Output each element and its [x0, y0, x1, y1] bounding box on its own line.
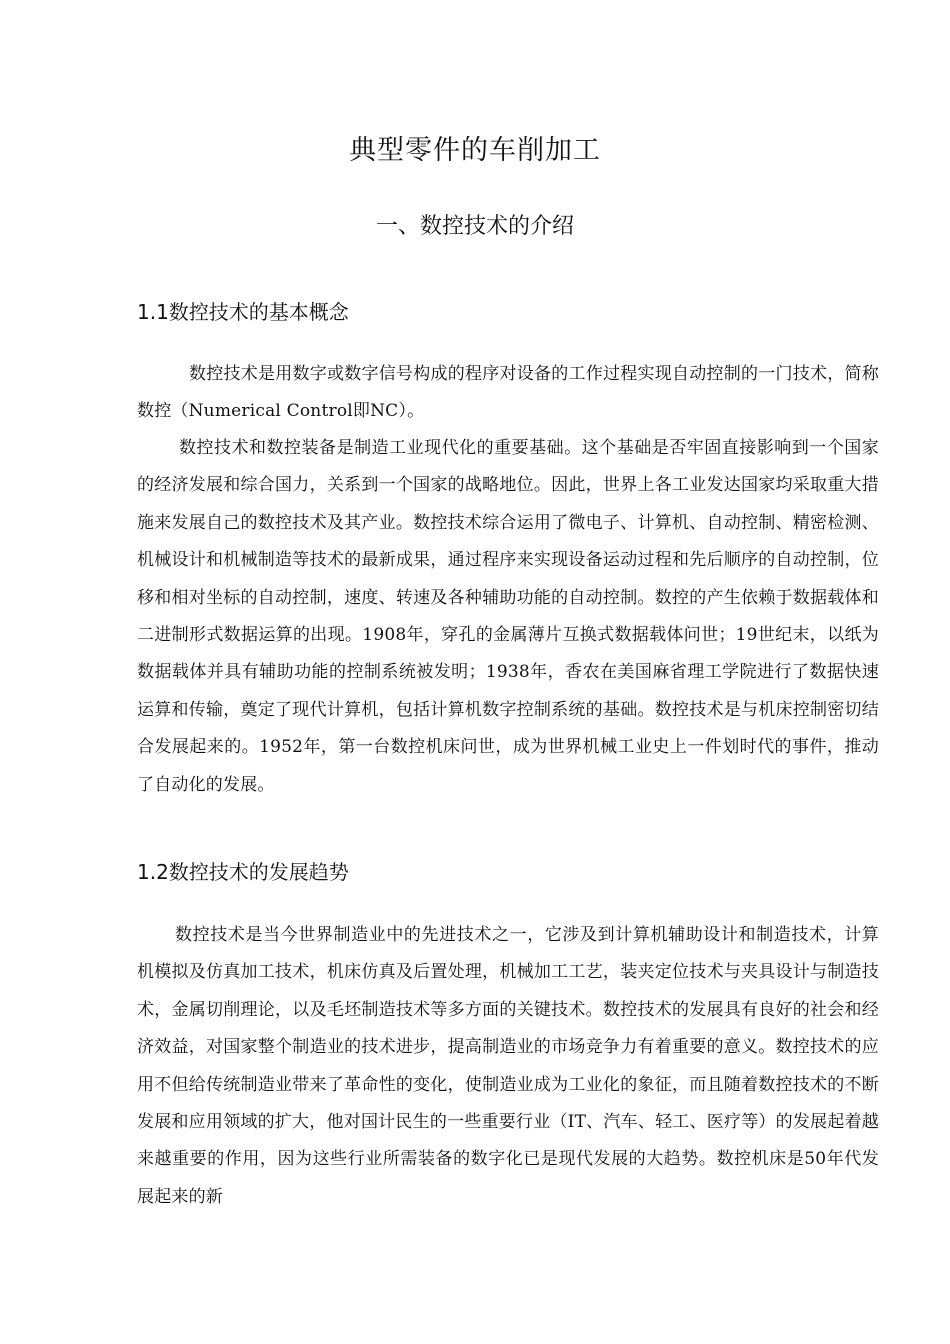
paragraph-trends: 数控技术是当今世界制造业中的先进技术之一，它涉及到计算机辅助设计和制造技术，计算机模拟及仿真加工技术，机床仿真及后置处理，机械加工工艺，装夹定位技术与夹具设计与制造技术，金属切削理论，以及毛坯制造技术等多方面的关键技术。数控技术的发展具有良好的社会和经济效益，对国家整个制造业的技术进步，提高制造业的市场竞争力有着重要的意义。数控技术的应用不但给传统制造业带来了革命性的变化，使制造业成为工业化的象征，而且随着数控技术的不断发展和应用领域的扩大，他对国计民生的一些重要行业（IT、汽车、轻工、医疗等）的发展起着越来越重要的作用，因为这些行业所需装备的数字化已是现代发展的大趋势。数控机床是50年代发展起来的新 [137, 925, 879, 1207]
document-title: 典型零件的车削加工 [349, 135, 601, 166]
paragraph-definition: 数控技术是用数字或数字信号构成的程序对设备的工作过程实现自动控制的一门技术，简称数控（Numerical Control即NC）。 [137, 364, 879, 422]
section-heading-1-2: 1.2数控技术的发展趋势 [137, 860, 349, 884]
section-heading-1-1: 1.1数控技术的基本概念 [137, 300, 349, 324]
chapter-heading: 一、数控技术的介绍 [375, 214, 574, 239]
paragraph-history: 数控技术和数控装备是制造工业现代化的重要基础。这个基础是否牢固直接影响到一个国家的经济发展和综合国力，关系到一个国家的战略地位。因此，世界上各工业发达国家均采取重大措施来发展自己的数控技术及其产业。数控技术综合运用了微电子、计算机、自动控制、精密检测、机械设计和机械制造等技术的最新成果，通过程序来实现设备运动过程和先后顺序的自动控制，位移和相对坐标的自动控制，速度、转速及各种辅助功能的自动控制。数控的产生依赖于数据载体和二进制形式数据运算的出现。1908年，穿孔的金属薄片互换式数据载体问世；19世纪末，以纸为数据载体并具有辅助功能的控制系统被发明；1938年，香农在美国麻省理工学院进行了数据快速运算和传输，奠定了现代计算机，包括计算机数字控制系统的基础。数控技术是与机床控制密切结合发展起来的。1952年，第一台数控机床问世，成为世界机械工业史上一件划时代的事件，推动了自动化的发展。 [137, 438, 879, 795]
